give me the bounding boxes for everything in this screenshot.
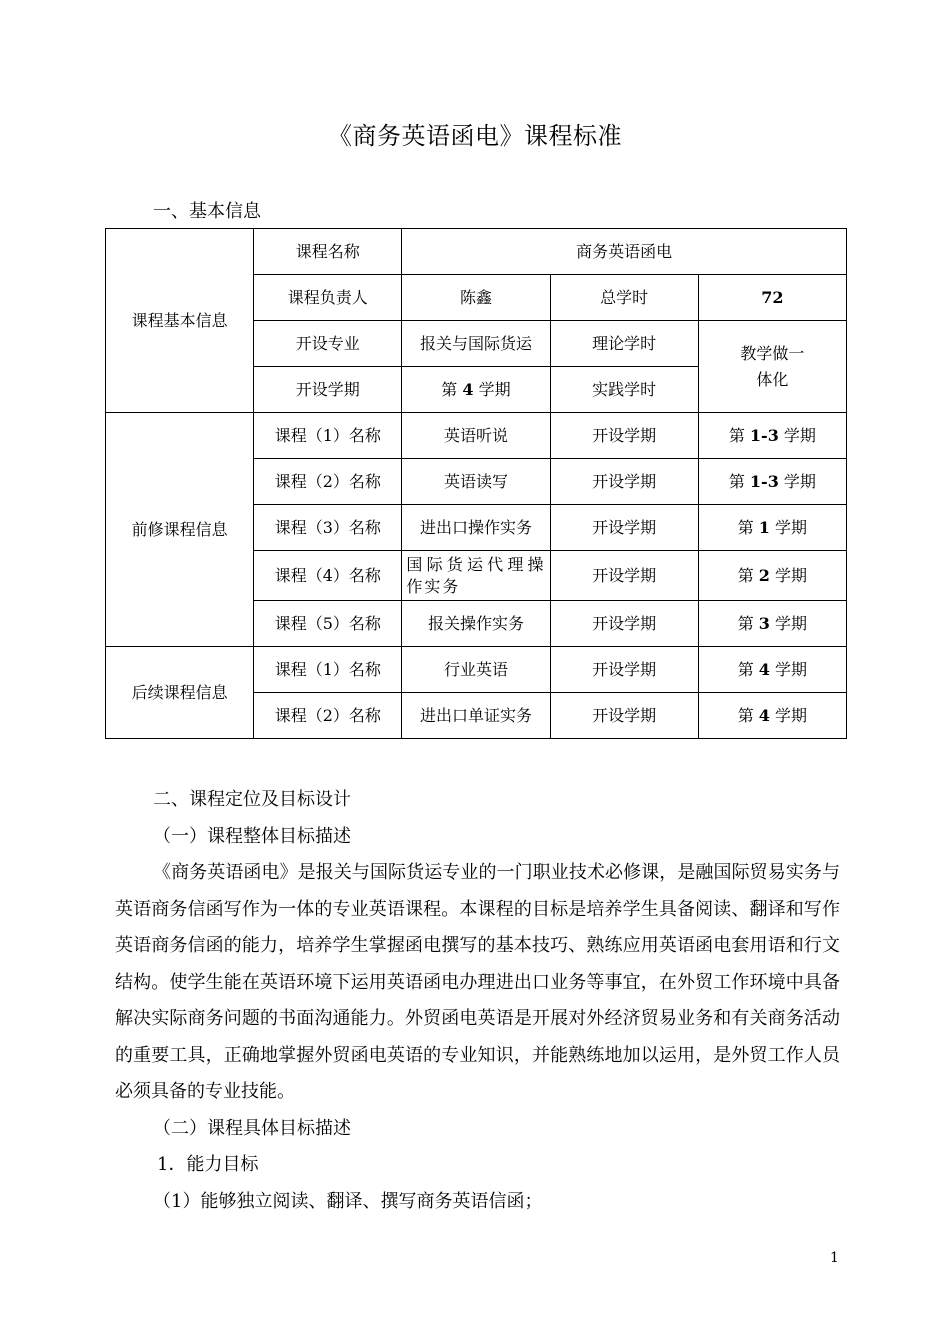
pre-course-name: 英语听说 [402,413,550,459]
pre-course-label: 课程（1）名称 [254,413,402,459]
teaching-mode-value: 教学做一体化 [698,321,846,413]
major-label: 开设专业 [254,321,402,367]
ability-goal-heading: 1．能力目标 [157,1154,259,1175]
pre-course-name: 进出口操作实务 [402,505,550,551]
post-course-label: 课程（2）名称 [254,693,402,739]
page-number: 1 [830,1250,839,1266]
pre-course-term: 第 3 学期 [698,601,846,647]
post-course-term-label: 开设学期 [550,693,698,739]
overall-goal-heading: （一）课程整体目标描述 [153,825,351,847]
pre-course-term-label: 开设学期 [550,505,698,551]
pre-course-name: 国际货运代理操作实务 [402,551,550,601]
pre-course-label: 课程（3）名称 [254,505,402,551]
course-positioning-section [115,782,840,1220]
term-label: 开设学期 [254,367,402,413]
total-hours-label: 总学时 [550,275,698,321]
pre-course-name: 英语读写 [402,459,550,505]
course-name-value: 商务英语函电 [402,229,847,275]
total-hours-value: 72 [698,275,846,321]
pre-courses-group-label: 前修课程信息 [106,413,254,647]
post-courses-group-label: 后续课程信息 [106,647,254,739]
pre-course-term-label: 开设学期 [550,459,698,505]
course-owner-value: 陈鑫 [402,275,550,321]
post-course-term: 第 4 学期 [698,693,846,739]
pre-course-label: 课程（4）名称 [254,551,402,601]
section-positioning-heading: 二、课程定位及目标设计 [153,789,351,810]
pre-course-term: 第 1-3 学期 [698,413,846,459]
pre-course-term: 第 1-3 学期 [698,459,846,505]
post-course-label: 课程（1）名称 [254,647,402,693]
post-course-name: 进出口单证实务 [402,693,550,739]
theory-hours-label: 理论学时 [550,321,698,367]
overall-goal-paragraph: 《商务英语函电》是报关与国际货运专业的一门职业技术必修课，是融国际贸易实务与英语商务信函写作为一体的专业英语课程。本课程的目标是培养学生具备阅读、翻译和写作英语商务信函的能力，培养学生掌握函电撰写的基本技巧、熟练应用英语函电套用语和行文结构。使学生能在英语环境下运用英语函电办理进出口业务等事宜，在外贸工作环境中具备解决实际商务问题的书面沟通能力。外贸函电英语是开展对外经济贸易业务和有关商务活动的重要工具，正确地掌握外贸函电英语的专业知识，并能熟练地加以运用，是外贸工作人员必须具备的专业技能。 [115,862,840,1102]
section-basic-info-heading: 一、基本信息 [153,201,261,222]
course-owner-label: 课程负责人 [254,275,402,321]
post-course-name: 行业英语 [402,647,550,693]
pre-course-term: 第 2 学期 [698,551,846,601]
pre-course-name: 报关操作实务 [402,601,550,647]
term-value: 第 4 学期 [402,367,550,413]
pre-course-term: 第 1 学期 [698,505,846,551]
course-info-table [105,228,847,739]
major-value: 报关与国际货运 [402,321,550,367]
pre-course-term-label: 开设学期 [550,551,698,601]
page-title: 《商务英语函电》课程标准 [328,122,622,150]
specific-goal-heading: （二）课程具体目标描述 [153,1117,351,1139]
course-name-label: 课程名称 [254,229,402,275]
pre-course-term-label: 开设学期 [550,413,698,459]
ability-goal-item-1: （1）能够独立阅读、翻译、撰写商务英语信函； [153,1190,543,1212]
pre-course-label: 课程（2）名称 [254,459,402,505]
post-course-term-label: 开设学期 [550,647,698,693]
basic-info-group-label: 课程基本信息 [106,229,254,413]
practice-hours-label: 实践学时 [550,367,698,413]
post-course-term: 第 4 学期 [698,647,846,693]
pre-course-term-label: 开设学期 [550,601,698,647]
pre-course-label: 课程（5）名称 [254,601,402,647]
